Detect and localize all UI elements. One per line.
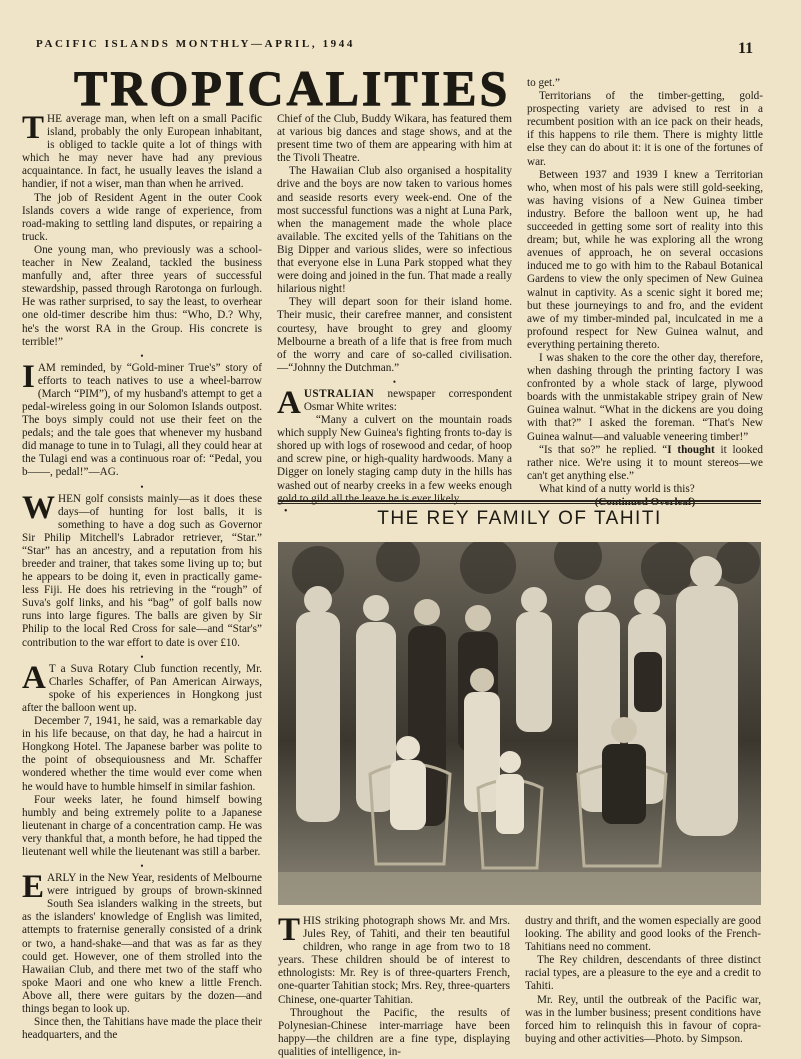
paragraph: Mr. Rey, until the outbreak of the Pacific war, was in the lumber business; present conditions have forced him to relinquish this in favour of copra-buying and other activities—Photo. by Simpson. <box>525 993 761 1045</box>
drop-cap: W <box>22 489 55 526</box>
paragraph: One young man, who previously was a school-teacher in New Zealand, tackled the business manfully and, after three years of successful stewardship, passed through Rarotonga on furlough. He was rather surprised, to say the least, to overhear one old-timer describe him thus: “Who, D.? Why, he's the worst RA in the Group. His concrete is terrible!” <box>22 243 262 348</box>
paragraph: What kind of a nutty world is this? <box>539 482 695 495</box>
paragraph: December 7, 1941, he said, was a remarkable day in his life because, on that day, he had a haircut in Hongkong Hotel. The Japanese barber was polite to the point of obsequiousness and Mr. Schaffer wondered whether the time would ever come when he would have to humble himself in similar fashion. <box>22 715 262 793</box>
paragraph: Between 1937 and 1939 I knew a Territorian who, when most of his pals were still gold-seeking, was having visions of a New Guinea timber industry. Before the balloon went up, he had succeeded in getting some sort of reality into this dream; but, while he was exploring all the wrong avenues of approach, he on several occasions induced me to go with him to the Rabaul Botanical Gardens to view the only specimen of New Guinea walnut in captivity. As a scenic sight it bored me; but these journeyings to and fro, and the evident awe of my timber-minded pal, inculcated in me a profound respect for New Guinea walnut, and everything pertaining thereto. <box>527 168 763 351</box>
family-photo <box>278 542 761 905</box>
drop-cap: T <box>22 110 45 146</box>
column-1 <box>22 110 262 1042</box>
separator: • <box>140 651 144 662</box>
running-head: PACIFIC ISLANDS MONTHLY—APRIL, 1944 <box>36 38 355 50</box>
drop-cap: I <box>22 358 35 395</box>
drop-cap: A <box>22 659 46 696</box>
paragraph: Chief of the Club, Buddy Wikara, has featured them at various big dances and stage shows, and at the present time two of them are appearing with him at the Tivoli Theatre. <box>277 113 512 165</box>
paragraph: WHEN golf consists mainly—as it does these days—of hunting for lost balls, it is something to have a dog such as Governor Sir Philip Mitchell's Labrador retriever, “Star.” “Star” has an ancestry, and a reputation from his breeder and trainer, that takes some living up to; but he appears to be doing it, even in practically game-less Fiji. He does his retrieving in the “rough” of Suva's golf links, and his “bag” of golf balls now runs into large figures. The balls are given by Sir Philip to the local Red Cross for sale—and “Star's” contribution to the war effort to date is over £10. <box>22 489 262 649</box>
paragraph: I was shaken to the core the other day, therefore, when dashing through the printing factory I was confronted by a whole stack of large, plywood boards with the unmistakable stripey grain of New Guinea walnut. “What in the dickens are you doing with that?” I asked the foreman. “That's New Guinea walnut—and valuable veneering timber!” <box>527 351 763 443</box>
section-rule <box>278 503 761 504</box>
rey-caption-column-2 <box>525 915 761 1046</box>
paragraph: The job of Resident Agent in the outer Cook Islands covers a wide range of experience, from road-making to settling land disputes, or repairing a truck. <box>22 191 262 243</box>
section-rule <box>278 500 761 502</box>
paragraph: Since then, the Tahitians have made the place their headquarters, and the <box>22 1016 262 1042</box>
paragraph: Throughout the Pacific, the results of Polynesian-Chinese inter-marriage have been happy—the children are a fine type, displaying qualities of intelligence, in- <box>278 1006 510 1058</box>
paragraph: They will depart soon for their island home. Their music, their carefree manner, and consistent courtesy, have brought to grey and gloomy Melbourne a breath of a life that is free from much of the worry and care of so-called civilisation.—“Johnny the Dutchman.” <box>277 296 512 374</box>
separator: • <box>284 506 288 517</box>
paragraph: IAM reminded, by “Gold-miner True's” story of efforts to teach natives to use a wheel-barrow (March “PIM”), of my husband's attempt to get a pedal-wireless going in our Solomon Islands outpost. The boys simply could not use their feet on the pedals; and the tale goes that whenever my husband did manage to tune in to Tulagi, all they could hear at the Tulagi end was a continuous roar of: “Pedal, you b——, pedal!”—AG. <box>22 358 262 479</box>
paragraph: THIS striking photograph shows Mr. and Mrs. Jules Rey, of Tahiti, and their ten beautiful children, who range in age from two to 18 years. These children should be of interest to ethnologists: Mr. Rey is of three-quarters French, one-quarter Tahitian stock; Mrs. Rey, three-quarters Chinese, one-quarter Tahitian. <box>278 912 510 1006</box>
paragraph: to get.” <box>527 77 560 89</box>
paragraph: “Is that so?” he replied. “I thought it looked rather nice. We're using it to mount stereos—we can't get anything else.” <box>527 443 763 482</box>
separator: • <box>140 861 144 872</box>
separator: • <box>140 350 144 361</box>
drop-cap: A <box>277 384 301 421</box>
paragraph: Four weeks later, he found himself bowing humbly and being extremely polite to a Japanese lieutenant in charge of a concentration camp. He was very thankful that, a month before, he had tipped the lieutenant well while the lieutenant was still a barber. <box>22 793 262 858</box>
separator: • <box>392 376 397 387</box>
drop-cap: T <box>278 912 301 948</box>
page-number: 11 <box>738 40 754 57</box>
drop-cap: E <box>22 869 45 906</box>
paragraph: AUSTRALIAN newspaper correspondent Osmar White writes: <box>277 384 512 421</box>
paragraph: The Hawaiian Club also organised a hospitality drive and the boys are now taken to various homes and seaside resorts every week-end. One of the most successful functions was a night at Luna Park, when the management made the whole place available. The excited yells of the Tahitians on the Big Dipper and various slides, were so infectious that everyone else in Luna Park stopped what they were doing and joined in the fun. That made a really hilarious night! <box>277 165 512 296</box>
paragraph: THE average man, when left on a small Pacific island, probably the only European inhabitant, is obliged to tackle quite a lot of things with which he may never have had any previous acquaintance. In fact, he usually leaves the island a handier, if not a wiser, man than when he arrived. <box>22 110 262 191</box>
paragraph: “Many a culvert on the mountain roads which supply New Guinea's fighting fronts to-day is shored up with logs of rosewood and cedar, of hoop and screw pine, or high-quality hardwoods. Many a Digger on lonely staging camp duty in the hills has washed out of nearby creeks in a few weeks enough gold to gild all the leave he is ever likely <box>277 414 512 505</box>
paragraph: The Rey children, descendants of three distinct racial types, are a pleasure to the eye and a credit to Tahiti. <box>525 954 761 993</box>
paragraph: A T a Suva Rotary Club function recently, Mr. Charles Schaffer, of Pan American Airways, spoke of his experiences in Hongkong just after the balloon went up. <box>22 659 262 714</box>
continued-overleaf: (Continued Overleaf) <box>594 496 696 508</box>
column-2 <box>277 113 512 506</box>
paragraph: Territorians of the timber-getting, gold-prospecting variety are advised to rest in a recumbent position with an ice pack on their heads, if this happens to rile them. There is mighty little else they can do about it: it is one of the fortunes of war. <box>527 90 763 168</box>
separator: • <box>140 481 144 492</box>
paragraph: dustry and thrift, and the women especially are good looking. The ability and good looks of the French-Tahitians need no comment. <box>525 915 761 954</box>
section-title: THE REY FAMILY OF TAHITI <box>377 508 662 529</box>
column-3 <box>527 77 763 509</box>
masthead-title: TROPICALITIES <box>74 60 511 116</box>
rey-caption-column-1 <box>278 912 510 1059</box>
paragraph: EARLY in the New Year, residents of Melbourne were intrigued by groups of brown-skinned South Sea islanders walking in the streets, but as the islanders' knowledge of English was limited, attempts to fraternise generally consisted of a drink or two, a hand-shake—and that was as far as they could get. However, one of them strolled into the Hawaiian Club, and there met two of the staff who spoke Maori and one who knew a little French. Above all, there were guitars by the dozen—and things began to look up. <box>22 869 262 1015</box>
